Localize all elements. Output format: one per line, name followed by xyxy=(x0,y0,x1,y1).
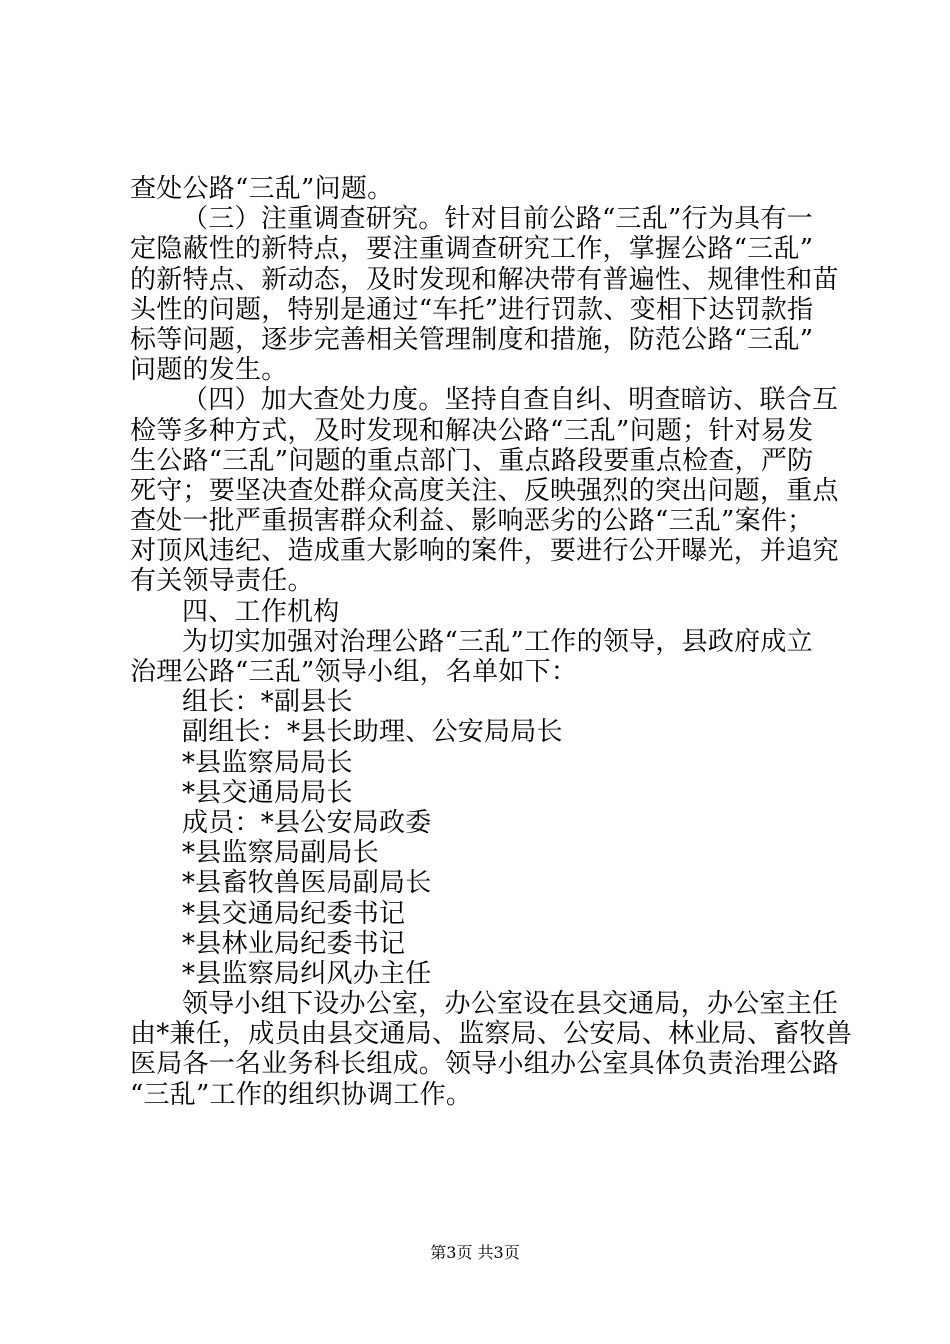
text-line: 有关领导责任。 xyxy=(130,566,314,597)
member-list-item: *县畜牧兽医局副局长 xyxy=(182,868,432,899)
text-line: 生公路“三乱”问题的重点部门、重点路段要重点检查，严防 xyxy=(130,445,814,476)
text-line: 医局各一名业务科长组成。领导小组办公室具体负责治理公路 xyxy=(130,1049,839,1080)
document-body xyxy=(130,174,853,1110)
member-list-item: *县林业局纪委书记 xyxy=(182,928,406,959)
text-line: 查处公路“三乱”问题。 xyxy=(130,174,394,204)
text-line: 检等多种方式，及时发现和解决公路“三乱”问题；针对易发 xyxy=(130,415,814,446)
member-list-item: 副组长：*县长助理、公安局局长 xyxy=(182,717,563,748)
member-list-item: *县监察局副局长 xyxy=(182,838,380,869)
text-line: 由*兼任，成员由县交通局、监察局、公安局、林业局、畜牧兽 xyxy=(130,1019,853,1050)
text-line: 问题的发生。 xyxy=(130,355,288,386)
member-list-item: *县交通局纪委书记 xyxy=(182,898,406,929)
member-list-item: 成员：*县公安局政委 xyxy=(182,807,432,838)
member-list-item: 组长：*副县长 xyxy=(182,687,353,718)
text-line: 死守；要坚决查处群众高度关注、反映强烈的突出问题，重点 xyxy=(130,475,839,506)
text-line: 定隐蔽性的新特点，要注重调查研究工作，掌握公路“三乱” xyxy=(130,234,814,265)
text-line: 查处一批严重损害群众利益、影响恶劣的公路“三乱”案件； xyxy=(130,506,814,537)
section-heading: 四、工作机构 xyxy=(182,596,340,627)
text-line: “三乱”工作的组织协调工作。 xyxy=(130,1079,473,1110)
text-line: 对顶风违纪、造成重大影响的案件，要进行公开曝光，并追究 xyxy=(130,536,839,567)
text-line: 头性的问题，特别是通过“车托”进行罚款、变相下达罚款指 xyxy=(130,294,814,325)
text-line: 的新特点、新动态，及时发现和解决带有普遍性、规律性和苗 xyxy=(130,264,839,295)
member-list-item: *县监察局局长 xyxy=(182,747,353,778)
member-list-item: *县监察局纠风办主任 xyxy=(182,958,432,989)
page-number-footer: 第3页 共3页 xyxy=(430,1243,520,1262)
text-line: 为切实加强对治理公路“三乱”工作的领导，县政府成立 xyxy=(182,626,813,657)
member-list-item: *县交通局局长 xyxy=(182,777,353,808)
text-line: 治理公路“三乱”领导小组，名单如下： xyxy=(130,657,578,687)
text-line: 领导小组下设办公室，办公室设在县交通局，办公室主任 xyxy=(182,989,839,1020)
text-line: 标等问题，逐步完善相关管理制度和措施，防范公路“三乱” xyxy=(130,324,814,355)
paragraph-heading-3: （三）注重调查研究。针对目前公路“三乱”行为具有一 xyxy=(182,204,813,235)
paragraph-heading-4: （四）加大查处力度。坚持自查自纠、明查暗访、联合互 xyxy=(182,385,839,416)
